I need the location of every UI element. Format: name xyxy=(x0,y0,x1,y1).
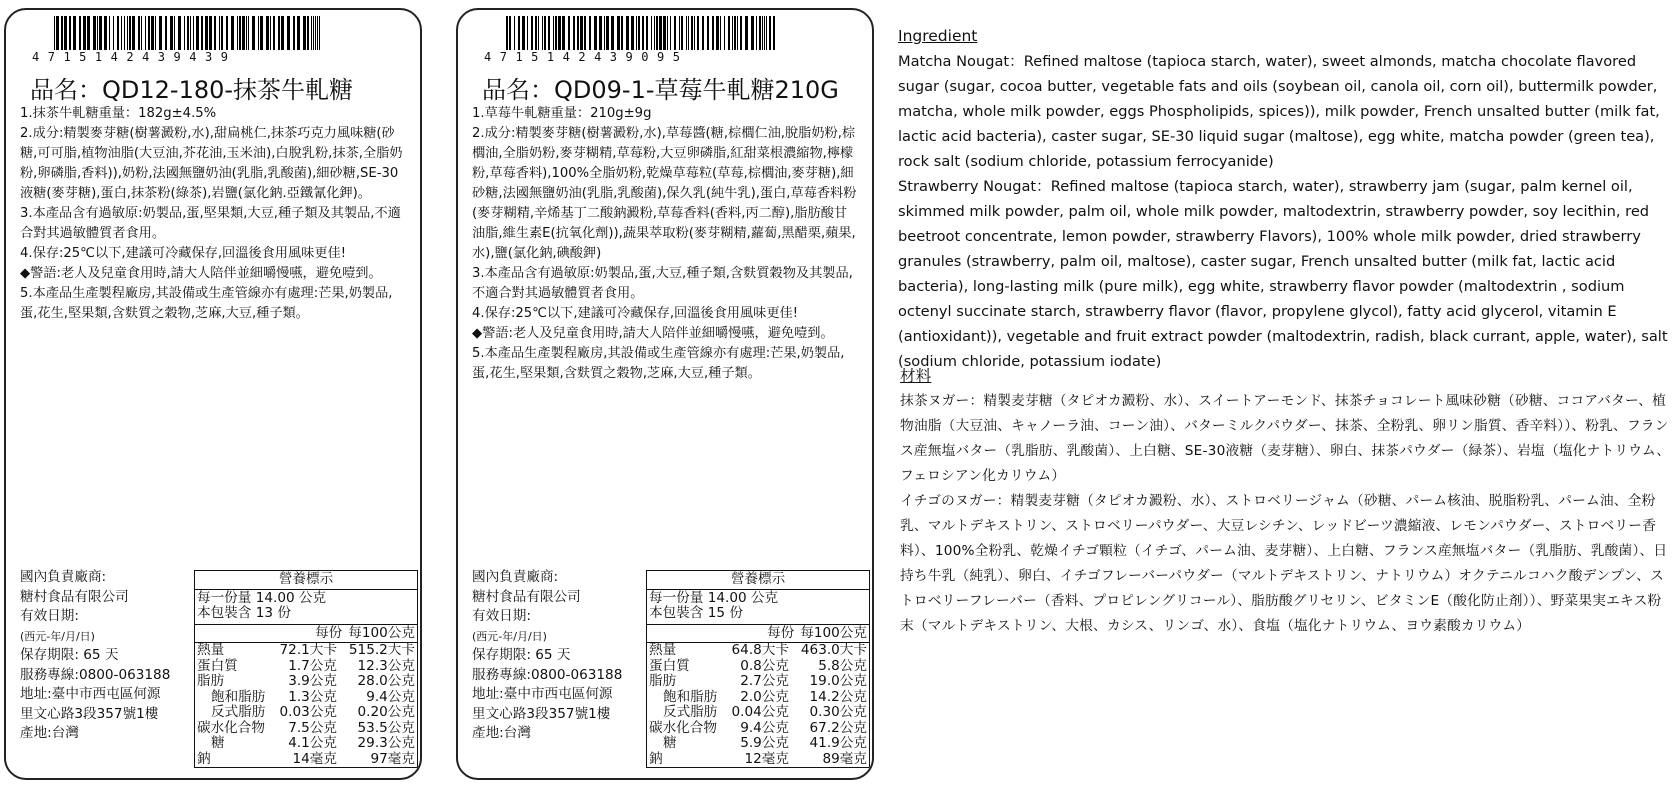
barcode-bar xyxy=(170,16,173,50)
nutrient-name: 碳水化合物 xyxy=(649,719,717,736)
per-serving-value: 1.3公克 xyxy=(288,688,337,705)
barcode-bar xyxy=(124,16,125,50)
nutrition-row xyxy=(195,690,417,706)
barcode-bar xyxy=(113,16,114,50)
barcode-bar xyxy=(138,16,140,50)
barcode-bar xyxy=(121,16,122,50)
barcode-bar xyxy=(636,16,637,50)
english-strawberry-paragraph: Strawberry Nougat：Refined maltose (tapioca starch, water), strawberry jam (sugar, palm kernel oil, skimmed milk powder, palm oil, whole milk powder, maltodextrin, strawberry powder, soy lecithin, red beetroot concentrate, lemon powder, strawberry Flavors), 100% whole milk powder, dried strawberry granules (strawberry, palm oil, maltose), caster sugar, French unsalted butter (milk fat, lactic acid bacteria), long-lasting milk (pure milk), egg white, strawberry flavor powder (maltodextrin , sodium octenyl succinate starch, strawberry flavor (flavor, propylene glycol), fatty acid glycerol, vitamin E (antioxidant)), vegetable and fruit extract powder (maltodextrin, radish, black currant, apple, water), salt (sodium chloride, potassium iodate) xyxy=(898,178,1668,370)
nutrition-serving xyxy=(647,590,869,625)
barcode-bar xyxy=(631,16,634,50)
barcode-bar xyxy=(716,16,719,50)
barcode-bar xyxy=(764,16,765,50)
japanese-ingredients xyxy=(900,364,1675,639)
nutrition-rows xyxy=(195,643,417,767)
barcode-bar xyxy=(187,16,189,50)
barcode-bar xyxy=(178,16,181,50)
nutrient-name: 糖 xyxy=(211,735,225,751)
barcode-bar xyxy=(759,16,761,50)
barcode-bar xyxy=(231,16,234,50)
barcode-bar xyxy=(104,16,107,50)
barcode-bar xyxy=(132,16,135,50)
nutrient-name: 蛋白質 xyxy=(649,657,690,674)
nutrient-name: 飽和脂肪 xyxy=(663,688,718,705)
per-serving-value: 12毫克 xyxy=(744,750,789,767)
barcode-bar xyxy=(562,16,565,50)
barcode-bar xyxy=(87,16,90,50)
col-per-serving: 每份 xyxy=(315,624,343,641)
barcode-bar xyxy=(79,16,81,50)
barcode-bar xyxy=(542,16,543,50)
origin: 產地:台灣 xyxy=(472,725,531,741)
barcode-bar xyxy=(54,16,55,50)
barcode-bar xyxy=(151,16,154,50)
barcode-bar xyxy=(155,16,156,50)
storage-line: 4.保存:25℃以下,建議可冷藏保存,回溫後食用風味更佳! xyxy=(472,306,799,321)
barcode-bar xyxy=(313,16,314,50)
barcode-bar xyxy=(214,16,216,50)
barcode-bar xyxy=(99,16,102,50)
per-100g-value: 0.20公克 xyxy=(357,704,415,720)
nutrition-row xyxy=(195,643,417,659)
per-serving-value: 3.9公克 xyxy=(288,673,337,689)
barcode-bar xyxy=(64,16,67,50)
japanese-matcha-paragraph: 抹茶ヌガー：精製麦芽糖（タピオカ澱粉、水）、スイートアーモンド、抹茶チョコレート風味砂糖（砂糖、ココアバター、植物油脂（大豆油、キャノーラ油、コーン油）、バターミルクパウダー、抹茶、全粉乳、卵リン脂質、香辛料））、粉乳、フランス産無塩バター（乳脂肪、乳酸菌）、上白糖、SE-30液糖（麦芽糖）、卵白、抹茶パウダー（緑茶）、岩塩（塩化ナトリウム、フェロシアン化カリウム） xyxy=(900,393,1671,484)
english-heading: Ingredient xyxy=(898,27,978,45)
shelf-life: 保存期限: 65 天 xyxy=(20,647,119,663)
barcode-bar xyxy=(117,16,119,50)
barcode-bar xyxy=(248,16,249,50)
per-serving-value: 4.1公克 xyxy=(288,735,337,751)
label-body xyxy=(20,104,406,324)
nutrition-row xyxy=(647,659,869,675)
barcode-bar xyxy=(303,16,306,50)
nutrition-row xyxy=(195,674,417,690)
barcode-bar xyxy=(127,16,128,50)
allergen-line: 3.本產品含有過敏原:奶製品,蛋,大豆,種子類,含麩質穀物及其製品,不適合對其過敏體質者食用。 xyxy=(472,266,853,301)
hotline: 服務專線:0800-063188 xyxy=(472,666,623,683)
barcode-bar xyxy=(756,16,757,50)
manufacturer-info xyxy=(472,568,622,744)
expiry-label: 有效日期: xyxy=(472,608,531,624)
maker-name: 糖村食品有限公司 xyxy=(472,588,581,605)
maker-label: 國內負責廠商: xyxy=(472,569,559,585)
serving-size: 每一份量 14.00 公克 xyxy=(649,589,779,606)
barcode-bar xyxy=(707,16,709,50)
english-ingredients xyxy=(898,24,1673,374)
per-serving-value: 64.8大卡 xyxy=(731,642,789,658)
per-100g-value: 29.3公克 xyxy=(357,735,415,751)
barcode-bar xyxy=(580,16,583,50)
per-100g-value: 97毫克 xyxy=(370,750,415,767)
barcode-bar xyxy=(745,16,748,50)
barcode-bar xyxy=(773,16,775,50)
barcode-bar xyxy=(659,16,662,50)
barcode-bar xyxy=(83,16,86,50)
nutrition-serving xyxy=(195,590,417,625)
nutrition-header xyxy=(647,625,869,644)
barcode-bar xyxy=(317,16,318,50)
barcode-bar xyxy=(258,16,259,50)
barcode-bar xyxy=(577,16,579,50)
barcode-bar xyxy=(141,16,142,50)
barcode-bar xyxy=(686,16,687,50)
barcode-bar xyxy=(69,16,71,50)
per-serving-value: 5.9公克 xyxy=(740,735,789,751)
barcode-bar xyxy=(190,16,191,50)
nutrition-table xyxy=(194,570,418,768)
nutrient-name: 熱量 xyxy=(197,642,225,658)
nutrient-name: 反式脂肪 xyxy=(663,704,718,720)
nutrient-name: 鈉 xyxy=(649,750,663,767)
barcode-bar xyxy=(594,16,597,50)
nutrition-row xyxy=(195,721,417,737)
hotline: 服務專線:0800-063188 xyxy=(20,666,171,683)
per-100g-value: 14.2公克 xyxy=(809,688,867,705)
barcode-bar xyxy=(694,16,695,50)
barcode-bar xyxy=(651,16,652,50)
barcode-bar xyxy=(196,16,199,50)
nutrition-row xyxy=(195,736,417,752)
nutrition-title: 營養標示 xyxy=(647,571,869,590)
barcode-bar xyxy=(239,16,241,50)
nutrient-name: 熱量 xyxy=(649,642,677,658)
per-100g-value: 67.2公克 xyxy=(809,719,867,736)
per-100g-value: 12.3公克 xyxy=(357,657,415,674)
barcode-bar xyxy=(174,16,175,50)
barcode-bar xyxy=(293,16,295,50)
barcode-bar xyxy=(617,16,620,50)
nutrient-name: 脂肪 xyxy=(197,673,225,689)
barcode-bar xyxy=(159,16,162,50)
barcode-bar xyxy=(538,16,539,50)
barcode-bar xyxy=(221,16,223,50)
nutrient-name: 蛋白質 xyxy=(197,657,238,674)
barcode-bar xyxy=(720,16,721,50)
nutrition-row xyxy=(195,659,417,675)
nutrition-row xyxy=(647,736,869,752)
barcode-bar xyxy=(129,16,131,50)
per-serving-value: 9.4公克 xyxy=(740,719,789,736)
per-serving-value: 0.03公克 xyxy=(279,704,337,720)
barcode-bar xyxy=(315,16,316,50)
barcode-bar xyxy=(281,16,284,50)
nutrient-name: 飽和脂肪 xyxy=(211,688,266,705)
address-line-2: 里文心路3段357號1樓 xyxy=(20,705,159,722)
barcode-bar xyxy=(604,16,605,50)
nutrition-title: 營養標示 xyxy=(195,571,417,590)
nutrition-row xyxy=(195,705,417,721)
nutrition-row xyxy=(647,752,869,768)
barcode-bar xyxy=(518,16,520,50)
barcode-bar xyxy=(165,16,167,50)
nutrient-name: 糖 xyxy=(663,735,677,751)
nutrition-row xyxy=(647,674,869,690)
barcode-bar xyxy=(573,16,575,50)
weight-line: 1.抹茶牛軋糖重量：182g±4.5% xyxy=(20,106,217,121)
barcode-digits: 4715142439095 xyxy=(484,50,689,64)
barcode-bar xyxy=(702,16,704,50)
barcode-bar xyxy=(568,16,570,50)
maker-name: 糖村食品有限公司 xyxy=(20,588,129,605)
manufacturer-info xyxy=(20,568,170,744)
barcode-bar xyxy=(56,16,59,50)
allergen-line: 3.本產品含有過敏原:奶製品,蛋,堅果類,大豆,種子類及其製品,不適合對其過敏體質者食用。 xyxy=(20,206,401,241)
per-serving-value: 14毫克 xyxy=(292,750,337,767)
per-100g-value: 28.0公克 xyxy=(357,673,415,689)
maker-label: 國內負責廠商: xyxy=(20,569,107,585)
barcode-bar xyxy=(599,16,602,50)
servings-per-pack: 本包裝含 15 份 xyxy=(649,605,743,621)
barcode-bar xyxy=(681,16,683,50)
per-serving-value: 0.8公克 xyxy=(740,657,789,674)
expiry-format: (西元-年/月/日) xyxy=(472,629,547,643)
barcode-bar xyxy=(646,16,648,50)
weight-line: 1.草莓牛軋糖重量：210g±9g xyxy=(472,106,652,121)
barcode-bar xyxy=(514,16,515,50)
nutrient-name: 碳水化合物 xyxy=(197,719,265,736)
barcode-digits: 4715142439439 xyxy=(32,50,237,64)
barcode-bar xyxy=(297,16,300,50)
per-serving-value: 0.04公克 xyxy=(731,704,789,720)
barcode-bar xyxy=(679,16,680,50)
facility-line: 5.本產品生產製程廠房,其設備或生產管線亦有處理:芒果,奶製品,蛋,花生,堅果類,含麩質之穀物,芝麻,大豆,種子類。 xyxy=(472,346,845,381)
address-line-1: 地址:臺中市西屯區何源 xyxy=(472,686,613,702)
per-serving-value: 7.5公克 xyxy=(288,719,337,736)
nutrition-row xyxy=(647,690,869,706)
barcode-bar xyxy=(205,16,208,50)
per-serving-value: 72.1大卡 xyxy=(279,642,337,658)
origin: 產地:台灣 xyxy=(20,725,79,741)
barcode-bar xyxy=(654,16,655,50)
shelf-life: 保存期限: 65 天 xyxy=(472,647,571,663)
barcode-bar xyxy=(751,16,754,50)
barcode-bar xyxy=(642,16,644,50)
barcode-bar xyxy=(697,16,699,50)
ingredients-line: 2.成分:精製麥芽糖(樹薯澱粉,水),草莓醬(糖,棕櫚仁油,脫脂奶粉,棕櫚油,全脂奶粉,麥芽糊精,草莓粉,大豆卵磷脂,紅甜菜根濃縮物,檸檬粉,草莓香料),100%全脂奶粉,乾燥草莓粒(草莓,棕櫚油,麥芽糖),細砂糖,法國無鹽奶油(乳脂,乳酸菌),保久乳(純牛乳),蛋白,草莓香料粉(麥芽糊精,辛烯基丁二酸鈉澱粉,草莓香料(香料,丙二醇),脂肪酸甘油脂,維生素E(抗氧化劑)),蔬果萃取粉(麥芽糊精,蘿蔔,黑醋栗,蘋果,水),鹽(氯化鈉,碘酸鉀) xyxy=(472,126,857,261)
per-100g-value: 463.0大卡 xyxy=(800,642,867,658)
barcode-bar xyxy=(762,16,763,50)
col-per-100g: 每100公克 xyxy=(348,624,415,641)
barcode-bar xyxy=(273,16,275,50)
barcode-bar xyxy=(728,16,730,50)
nutrition-row xyxy=(195,752,417,768)
barcode-bar xyxy=(201,16,203,50)
product-label-matcha xyxy=(4,8,422,780)
nutrient-name: 鈉 xyxy=(197,750,211,767)
barcode-bar xyxy=(148,16,150,50)
barcode-bar xyxy=(611,16,614,50)
barcode-bar xyxy=(252,16,255,50)
barcode-bar xyxy=(712,16,714,50)
barcode-bar xyxy=(242,16,245,50)
nutrition-row xyxy=(647,705,869,721)
per-100g-value: 89毫克 xyxy=(822,750,867,767)
facility-line: 5.本產品生產製程廠房,其設備或生產管線亦有處理:芒果,奶製品,蛋,花生,堅果類,含麩質之穀物,芝麻,大豆,種子類。 xyxy=(20,286,393,321)
japanese-strawberry-paragraph: イチゴのヌガー：精製麦芽糖（タピオカ澱粉、水）、ストロベリージャム（砂糖、パーム核油、脱脂粉乳、パーム油、全粉乳、マルトデキストリン、ストロベリーパウダー、大豆レシチン、レッドビーツ濃縮液、レモンパウダー、ストロベリー香料）、100%全粉乳、乾燥イチゴ顆粒（イチゴ、パーム油、麦芽糖）、上白糖、フランス産無塩バター（乳脂肪、乳酸菌）、日持ち牛乳（純乳）、卵白、イチゴフレーバーパウダー（マルトデキストリン、ナトリウム）オクテニルコハク酸デンプン、ストロベリーフレーバー（香料、プロピレングリコール）、脂肪酸グリセリン、ビタミンE（酸化防止剤））、野菜果実エキス粉末（マルトデキストリン、大根、カシス、リンゴ、水）、食塩（塩化ナトリウム、ヨウ素酸カリウム） xyxy=(900,493,1668,634)
col-per-100g: 每100公克 xyxy=(800,624,867,641)
barcode-bar xyxy=(737,16,738,50)
japanese-heading: 材料 xyxy=(900,367,932,385)
barcode-bar xyxy=(237,16,238,50)
barcode-bar xyxy=(184,16,185,50)
barcode-bar xyxy=(769,16,771,50)
barcode-bar xyxy=(531,16,533,50)
barcode-bar xyxy=(193,16,194,50)
per-100g-value: 19.0公克 xyxy=(809,673,867,689)
barcode-bar xyxy=(278,16,280,50)
barcode-bar xyxy=(606,16,609,50)
barcode-bar xyxy=(307,16,309,50)
barcode-bar xyxy=(522,16,525,50)
per-100g-value: 53.5公克 xyxy=(357,719,415,736)
product-title: 品名：QD12-180-抹茶牛軋糖 xyxy=(30,76,354,104)
barcode-bar xyxy=(670,16,671,50)
per-100g-value: 515.2大卡 xyxy=(348,642,415,658)
barcode-bar xyxy=(667,16,668,50)
barcode-bar xyxy=(621,16,623,50)
barcode-bar xyxy=(246,16,247,50)
expiry-format: (西元-年/月/日) xyxy=(20,629,95,643)
barcode-bar xyxy=(656,16,658,50)
barcode-bar xyxy=(260,16,263,50)
barcode-bar xyxy=(145,16,146,50)
barcode-bar xyxy=(544,16,546,50)
barcode-bar xyxy=(734,16,736,50)
barcode-bar xyxy=(584,16,586,50)
barcode-bar xyxy=(93,16,96,50)
barcode-bar xyxy=(61,16,63,50)
barcode-bar xyxy=(548,16,550,50)
nutrition-row xyxy=(647,643,869,659)
per-serving-value: 2.7公克 xyxy=(740,673,789,689)
barcode xyxy=(32,16,334,64)
barcode-bar xyxy=(509,16,511,50)
barcode xyxy=(484,16,786,64)
barcode-bar xyxy=(674,16,676,50)
warning-line: ◆警語:老人及兒童食用時,請大人陪伴並細嚼慢嚥，避免噎到。 xyxy=(472,326,834,341)
serving-size: 每一份量 14.00 公克 xyxy=(197,589,327,606)
barcode-bar xyxy=(270,16,271,50)
per-serving-value: 1.7公克 xyxy=(288,657,337,674)
nutrition-rows xyxy=(647,643,869,767)
barcode-bar xyxy=(688,16,689,50)
barcode-bar xyxy=(663,16,666,50)
product-title: 品名：QD09-1-草莓牛軋糖210G xyxy=(482,76,839,104)
barcode-bar xyxy=(724,16,725,50)
barcode-bar xyxy=(311,16,312,50)
barcode-bar xyxy=(732,16,733,50)
nutrient-name: 反式脂肪 xyxy=(211,704,266,720)
address-line-1: 地址:臺中市西屯區何源 xyxy=(20,686,161,702)
per-100g-value: 0.30公克 xyxy=(809,704,867,720)
address-line-2: 里文心路3段357號1樓 xyxy=(472,705,611,722)
per-100g-value: 5.8公克 xyxy=(818,657,867,674)
storage-line: 4.保存:25℃以下,建議可冷藏保存,回溫後食用風味更佳! xyxy=(20,246,347,261)
col-per-serving: 每份 xyxy=(767,624,795,641)
barcode-bar xyxy=(589,16,591,50)
nutrient-name: 脂肪 xyxy=(649,673,677,689)
barcode-bar xyxy=(266,16,269,50)
barcode-bar xyxy=(319,16,320,50)
label-body xyxy=(472,104,858,384)
barcode-bar xyxy=(766,16,767,50)
barcode-bar xyxy=(226,16,228,50)
nutrition-header xyxy=(195,625,417,644)
barcode-bars-icon xyxy=(54,16,324,50)
barcode-bar xyxy=(626,16,629,50)
english-matcha-paragraph: Matcha Nougat：Refined maltose (tapioca starch, water), sweet almonds, matcha chocolate flavored sugar (sugar, cocoa butter, vegetable fats and oils (soybean oil, canola oil, corn oil), buttermilk powder, matcha, whole milk powder, eggs Phospholipids, spices)), milk powder, French unsalted butter (milk fat, lactic acid bacteria), caster sugar, SE-30 liquid sugar (maltose), egg white, matcha powder (green tea), rock salt (sodium chloride, potassium ferrocyanide) xyxy=(898,53,1660,170)
barcode-bar xyxy=(506,16,508,50)
ingredients-line: 2.成分:精製麥芽糖(樹薯澱粉,水),甜扁桃仁,抹茶巧克力風味糖(砂糖,可可脂,植物油脂(大豆油,芥花油,玉米油),白脫乳粉,抹茶,全脂奶粉,卵磷脂,香料)),奶粉,法國無鹽奶油(乳脂,乳酸菌),細砂糖,SE-30液糖(麥芽糖),蛋白,抹茶粉(綠茶),岩鹽(氯化鈉.亞鐵氰化鉀)。 xyxy=(20,126,403,201)
barcode-bar xyxy=(109,16,110,50)
barcode-bar xyxy=(558,16,561,50)
nutrition-row xyxy=(647,721,869,737)
per-100g-value: 9.4公克 xyxy=(366,688,415,705)
barcode-bar xyxy=(209,16,212,50)
barcode-bar xyxy=(219,16,220,50)
warning-line: ◆警語:老人及兒童食用時,請大人陪伴並細嚼慢嚥，避免噎到。 xyxy=(20,266,382,281)
barcode-bar xyxy=(740,16,742,50)
barcode-bar xyxy=(287,16,290,50)
barcode-bar xyxy=(691,16,693,50)
barcode-bar xyxy=(535,16,537,50)
barcode-bar xyxy=(553,16,554,50)
expiry-label: 有效日期: xyxy=(20,608,79,624)
per-100g-value: 41.9公克 xyxy=(809,735,867,751)
servings-per-pack: 本包裝含 13 份 xyxy=(197,605,291,621)
barcode-bar xyxy=(555,16,557,50)
barcode-bar xyxy=(97,16,98,50)
barcode-bar xyxy=(638,16,640,50)
nutrition-table xyxy=(646,570,870,768)
barcode-bar xyxy=(73,16,76,50)
product-label-strawberry xyxy=(456,8,874,780)
barcode-bars-icon xyxy=(506,16,776,50)
per-serving-value: 2.0公克 xyxy=(740,688,789,705)
barcode-bar xyxy=(527,16,528,50)
